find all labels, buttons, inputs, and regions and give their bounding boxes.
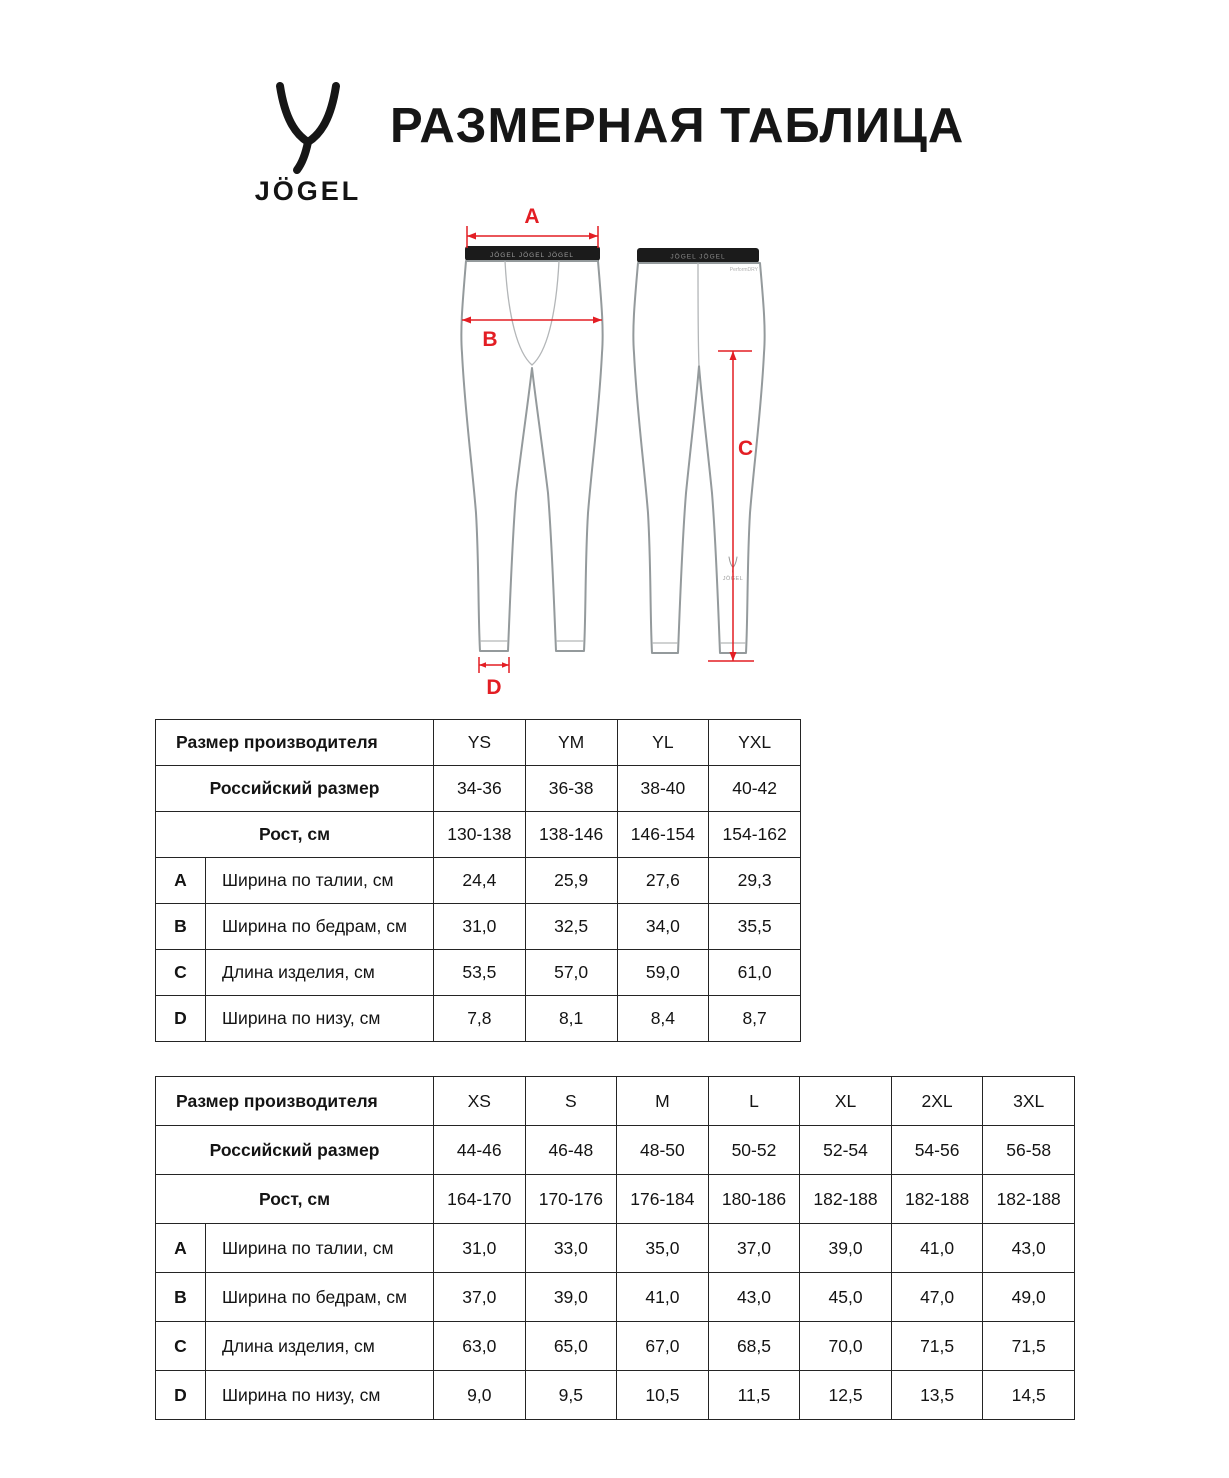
measure-value: 31,0 — [434, 1224, 526, 1273]
waistband-back-text: JÖGEL JÖGEL — [670, 253, 726, 261]
measure-row — [156, 1224, 1075, 1273]
measure-value: 13,5 — [891, 1371, 983, 1420]
info-value: 44-46 — [434, 1126, 526, 1175]
measure-value: 8,7 — [709, 996, 801, 1042]
measure-value: 11,5 — [708, 1371, 800, 1420]
measure-value: 41,0 — [891, 1224, 983, 1273]
measure-value: 65,0 — [525, 1322, 617, 1371]
measure-row — [156, 1322, 1075, 1371]
measure-row — [156, 1273, 1075, 1322]
dimension-letter: C — [156, 950, 206, 996]
producer-size-row — [156, 1077, 1075, 1126]
measure-row — [156, 1371, 1075, 1420]
tights-front-view — [461, 246, 602, 651]
dim-c-label: C — [738, 437, 754, 460]
leg-logo-text: JÖGEL — [722, 576, 744, 582]
dimension-letter: B — [156, 904, 206, 950]
info-value: 182-188 — [800, 1175, 892, 1224]
info-value: 130-138 — [434, 812, 526, 858]
measure-value: 39,0 — [525, 1273, 617, 1322]
size-header: L — [708, 1077, 800, 1126]
measure-value: 61,0 — [709, 950, 801, 996]
measure-row — [156, 950, 801, 996]
dimension-letter: D — [156, 996, 206, 1042]
info-value: 154-162 — [709, 812, 801, 858]
measure-value: 9,0 — [434, 1371, 526, 1420]
dimension-description: Ширина по бедрам, см — [206, 904, 434, 950]
info-value: 182-188 — [983, 1175, 1075, 1224]
info-value: 48-50 — [617, 1126, 709, 1175]
measure-value: 71,5 — [983, 1322, 1075, 1371]
measure-value: 43,0 — [708, 1273, 800, 1322]
fabric-label: PerformDRY — [729, 267, 758, 273]
measure-value: 7,8 — [434, 996, 526, 1042]
back-center-seam — [698, 263, 699, 366]
dimension-d — [479, 657, 509, 699]
info-value: 36-38 — [525, 766, 617, 812]
measure-value: 57,0 — [525, 950, 617, 996]
measure-value: 27,6 — [617, 858, 709, 904]
measure-value: 8,4 — [617, 996, 709, 1042]
info-value: 176-184 — [617, 1175, 709, 1224]
size-header: XL — [800, 1077, 892, 1126]
youth-size-table — [155, 719, 801, 1042]
dim-a-label: A — [524, 205, 540, 228]
measure-value: 68,5 — [708, 1322, 800, 1371]
measure-value: 29,3 — [709, 858, 801, 904]
brand-logo — [243, 82, 373, 207]
measure-value: 12,5 — [800, 1371, 892, 1420]
measure-value: 41,0 — [617, 1273, 709, 1322]
info-value: 182-188 — [891, 1175, 983, 1224]
measure-value: 32,5 — [525, 904, 617, 950]
dimension-description: Ширина по низу, см — [206, 996, 434, 1042]
info-value: 40-42 — [709, 766, 801, 812]
waistband-front-text: JÖGEL JÖGEL JÖGEL — [489, 252, 575, 259]
info-label: Рост, см — [156, 812, 434, 858]
size-header: YS — [434, 720, 526, 766]
size-header: 2XL — [891, 1077, 983, 1126]
size-header: YL — [617, 720, 709, 766]
measure-row — [156, 996, 801, 1042]
dimension-letter: C — [156, 1322, 206, 1371]
info-value: 164-170 — [434, 1175, 526, 1224]
dimension-letter: A — [156, 1224, 206, 1273]
measure-value: 37,0 — [434, 1273, 526, 1322]
front-fly-seam — [505, 261, 559, 365]
info-row — [156, 1126, 1075, 1175]
info-row — [156, 812, 801, 858]
info-value: 180-186 — [708, 1175, 800, 1224]
info-value: 146-154 — [617, 812, 709, 858]
measure-value: 49,0 — [983, 1273, 1075, 1322]
measure-value: 53,5 — [434, 950, 526, 996]
info-row — [156, 1175, 1075, 1224]
info-value: 38-40 — [617, 766, 709, 812]
measure-row — [156, 904, 801, 950]
jogel-fork-icon — [268, 82, 348, 174]
measure-value: 45,0 — [800, 1273, 892, 1322]
info-value: 170-176 — [525, 1175, 617, 1224]
measure-value: 9,5 — [525, 1371, 617, 1420]
measure-value: 59,0 — [617, 950, 709, 996]
info-value: 52-54 — [800, 1126, 892, 1175]
measure-value: 24,4 — [434, 858, 526, 904]
measure-value: 34,0 — [617, 904, 709, 950]
info-label: Российский размер — [156, 766, 434, 812]
info-label: Российский размер — [156, 1126, 434, 1175]
size-header: 3XL — [983, 1077, 1075, 1126]
info-row — [156, 766, 801, 812]
dimension-letter: B — [156, 1273, 206, 1322]
measure-row — [156, 858, 801, 904]
measure-value: 35,5 — [709, 904, 801, 950]
dim-b-label: B — [482, 328, 498, 351]
dimension-description: Длина изделия, см — [206, 1322, 434, 1371]
dim-d-label: D — [486, 676, 502, 699]
measure-value: 39,0 — [800, 1224, 892, 1273]
measure-value: 67,0 — [617, 1322, 709, 1371]
info-label: Рост, см — [156, 1175, 434, 1224]
measure-value: 35,0 — [617, 1224, 709, 1273]
info-value: 54-56 — [891, 1126, 983, 1175]
measure-value: 70,0 — [800, 1322, 892, 1371]
info-value: 138-146 — [525, 812, 617, 858]
measure-value: 37,0 — [708, 1224, 800, 1273]
measure-value: 63,0 — [434, 1322, 526, 1371]
adult-size-table — [155, 1076, 1075, 1420]
size-header: S — [525, 1077, 617, 1126]
dimension-description: Ширина по бедрам, см — [206, 1273, 434, 1322]
dimension-description: Длина изделия, см — [206, 950, 434, 996]
producer-label: Размер производителя — [156, 1077, 434, 1126]
info-value: 34-36 — [434, 766, 526, 812]
size-header: M — [617, 1077, 709, 1126]
measure-value: 33,0 — [525, 1224, 617, 1273]
brand-name: JÖGEL — [254, 176, 362, 206]
producer-size-row — [156, 720, 801, 766]
size-header: YM — [525, 720, 617, 766]
dimension-b — [462, 317, 602, 352]
dimension-a — [467, 205, 598, 248]
size-header: XS — [434, 1077, 526, 1126]
measure-value: 31,0 — [434, 904, 526, 950]
size-header: YXL — [709, 720, 801, 766]
measure-value: 8,1 — [525, 996, 617, 1042]
dimension-description: Ширина по талии, см — [206, 858, 434, 904]
measure-value: 14,5 — [983, 1371, 1075, 1420]
info-value: 56-58 — [983, 1126, 1075, 1175]
measure-value: 71,5 — [891, 1322, 983, 1371]
page-title: РАЗМЕРНАЯ ТАБЛИЦА — [390, 99, 965, 153]
measure-value: 10,5 — [617, 1371, 709, 1420]
measure-value: 47,0 — [891, 1273, 983, 1322]
dimension-description: Ширина по низу, см — [206, 1371, 434, 1420]
measure-value: 25,9 — [525, 858, 617, 904]
producer-label: Размер производителя — [156, 720, 434, 766]
dimension-description: Ширина по талии, см — [206, 1224, 434, 1273]
dimension-letter: D — [156, 1371, 206, 1420]
measure-value: 43,0 — [983, 1224, 1075, 1273]
info-value: 46-48 — [525, 1126, 617, 1175]
dimension-letter: A — [156, 858, 206, 904]
garment-diagram — [420, 203, 820, 708]
info-value: 50-52 — [708, 1126, 800, 1175]
